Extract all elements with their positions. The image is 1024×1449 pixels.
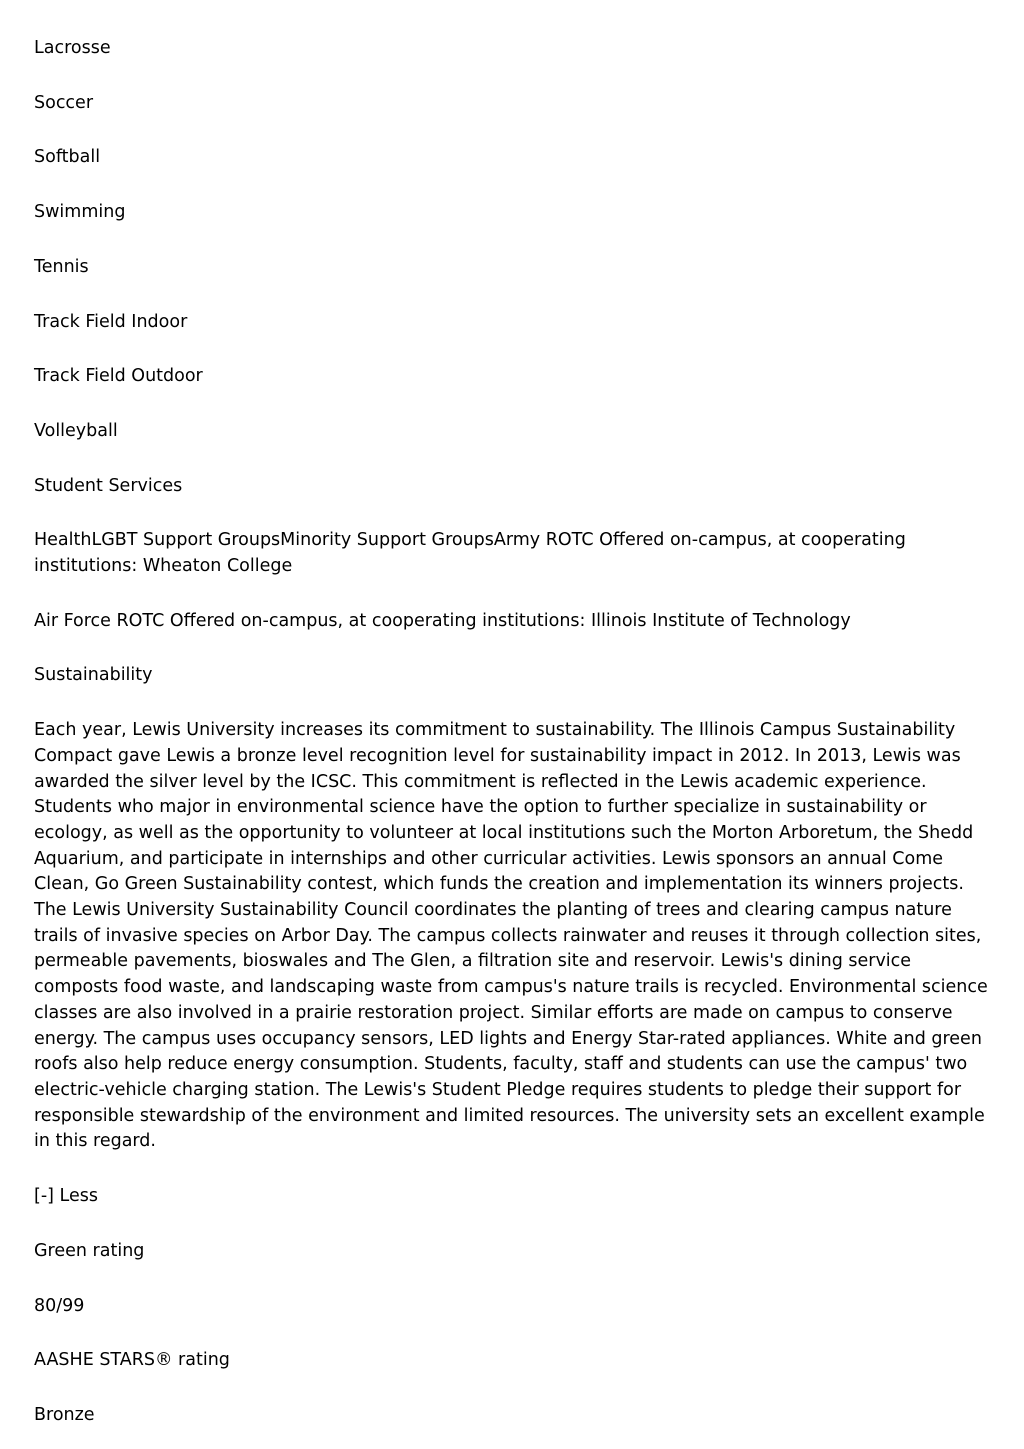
green-rating-value: 80/99 [34, 1295, 85, 1316]
air-force-rotc-line: Air Force ROTC Offered on-campus, at cooperating institutions: Illinois Institute of Technology [34, 610, 851, 631]
sport-item-volleyball: Volleyball [34, 420, 118, 441]
sport-item-soccer: Soccer [34, 92, 94, 113]
sustainability-body: Each year, Lewis University increases its commitment to sustainability. The Illinois Campus Sustainability Compact gave Lewis a bronze level recognition level for sustainability impact in 2012. In 2013, Lewis was awarded the silver level by the ICSC. This commitment is reflected in the Lewis academic experience. Students who major in environmental science have the option to further specialize in sustainability or ecology, as well as the opportunity to volunteer at local institutions such the Morton Arboretum, the Shedd Aquarium, and participate in internships and other curricular activities. Lewis sponsors an annual Come Clean, Go Green Sustainability contest, which funds the creation and implementation its winners projects. The Lewis University Sustainability Council coordinates the planting of trees and clearing campus nature trails of invasive species on Arbor Day. The campus collects rainwater and reuses it through collection sites, permeable pavements, bioswales and The Glen, a filtration site and reservoir. Lewis's dining service composts food waste, and landscaping waste from campus's nature trails is recycled. Environmental science classes are also involved in a prairie restoration project. Similar efforts are made on campus to conserve energy. The campus uses occupancy sensors, LED lights and Energy Star-rated appliances. White and green roofs also help reduce energy consumption. Students, faculty, staff and students can use the campus' two electric-vehicle charging station. The Lewis's Student Pledge requires students to pledge their support for responsible stewardship of the environment and limited resources. The university sets an excellent example in this regard. [34, 720, 988, 1152]
student-services-heading: Student Services [34, 475, 183, 496]
student-services-list: HealthLGBT Support GroupsMinority Support GroupsArmy ROTC Offered on-campus, at cooperating institutions: Wheaton College [34, 530, 906, 577]
sustainability-heading: Sustainability [34, 665, 153, 686]
sport-item-softball: Softball [34, 147, 101, 168]
sport-item-track-field-indoor: Track Field Indoor [34, 311, 188, 332]
aashe-rating-label: AASHE STARS® rating [34, 1350, 230, 1371]
green-rating-label: Green rating [34, 1240, 145, 1261]
sport-item-swimming: Swimming [34, 202, 126, 223]
sport-item-tennis: Tennis [34, 256, 89, 277]
sport-item-track-field-outdoor: Track Field Outdoor [34, 366, 203, 387]
less-toggle-link[interactable]: [-] Less [34, 1186, 98, 1207]
sport-item-lacrosse: Lacrosse [34, 38, 111, 58]
aashe-rating-value: Bronze [34, 1404, 95, 1425]
